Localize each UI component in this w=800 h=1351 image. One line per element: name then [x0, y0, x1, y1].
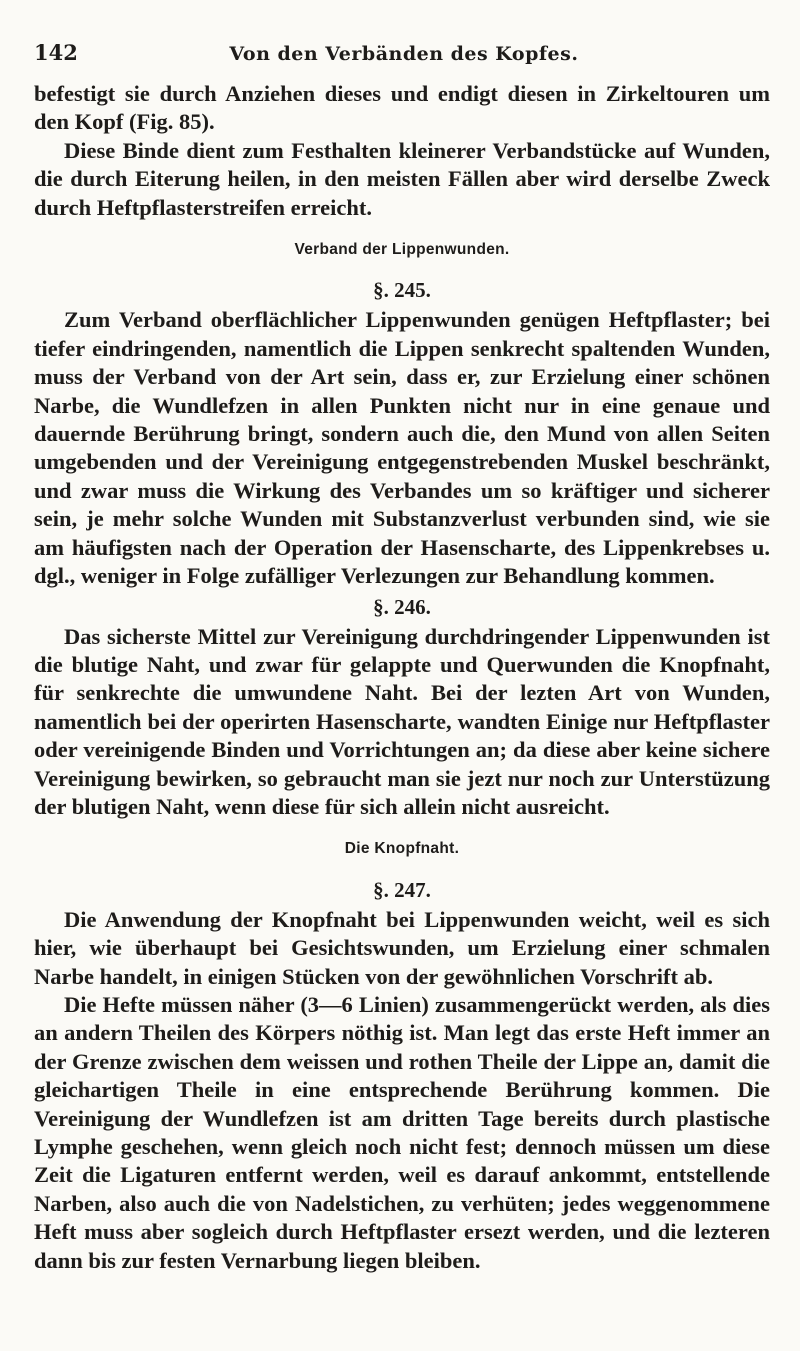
paragraph-number: §. 245. [373, 278, 431, 303]
running-title: Von den Verbänden des Kopfes. [229, 43, 579, 65]
paragraph: Das sicherste Mittel zur Vereinigung durchdringender Lippenwunden ist die blutige Naht, und zwar für gelappte und Querwunden die Knopfnaht, für senkrechte die umwundene Naht. Bei der lezten Art von Wunden, namentlich bei der operirten Hasenscharte, wandten Einige nur Heftpflaster oder vereinigende Binden und Vorrichtungen an; da diese aber keine sichere Vereinigung bewirken, so gebraucht man sie jezt nur noch zur Unterstüzung der blutigen Naht, wenn diese für sich allein nicht ausreicht. [34, 623, 770, 819]
paragraph: Diese Binde dient zum Festhalten kleinerer Verbandstücke auf Wunden, die durch Eiterung heilen, in den meisten Fällen aber wird derselbe Zweck durch Heftpflasterstreifen erreicht. [34, 137, 770, 220]
section-heading: Verband der Lippenwunden. [294, 241, 510, 259]
paragraph-continued: befestigt sie durch Anziehen dieses und endigt diesen in Zirkeltouren um den Kopf (Fig. 85). [34, 81, 770, 135]
page-number: 142 [34, 40, 78, 65]
paragraph: Zum Verband oberflächlicher Lippenwunden genügen Heftpflaster; bei tiefer eindringenden, namentlich die Lippen senkrecht spaltenden Wunden, muss der Verband von der Art sein, dass er, zur Erzielung einer schönen Narbe, die Wundlefzen in allen Punkten nicht nur in eine genaue und dauernde Berührung bringt, sondern auch die, den Mund von allen Seiten umgebenden und der Vereinigung entgegenstrebenden Muskel beschränkt, und zwar muss die Wirkung des Verbandes um so kräftiger und sicherer sein, je mehr solche Wunden mit Substanzverlust verbunden sind, wie sie am häufigsten nach der Operation der Hasenscharte, des Lippenkrebses u. dgl., weniger in Folge zufälliger Verlezungen zur Behandlung kommen. [34, 307, 770, 589]
paragraph-number: §. 247. [373, 877, 431, 902]
section-heading: Die Knopfnaht. [344, 840, 460, 858]
page-body [34, 80, 770, 1275]
paragraph: Die Anwendung der Knopfnaht bei Lippenwunden weicht, weil es sich hier, wie überhaupt bei Gesichtswunden, um Erzielung einer schmalen Narbe handelt, in einigen Stücken von der gewöhnlichen Vorschrift ab. [34, 906, 770, 989]
paragraph-number: §. 246. [373, 594, 431, 619]
running-header [34, 40, 770, 74]
paragraph: Die Hefte müssen näher (3—6 Linien) zusammengerückt werden, als dies an andern Theilen des Körpers nöthig ist. Man legt das erste Heft immer an der Grenze zwischen dem weissen und rothen Theile der Lippe an, damit die gleichartigen Theile in eine entsprechende Berührung kommen. Die Vereinigung der Wundlefzen ist am dritten Tage bereits durch plastische Lymphe geschehen, wenn gleich noch nicht fest; dennoch müssen um diese Zeit die Ligaturen entfernt werden, weil es darauf ankommt, entstellende Narben, also auch die von Nadelstichen, zu verhüten; jedes weggenommene Heft muss aber sogleich durch Heftpflaster ersezt werden, und die lezteren dann bis zur festen Vernarbung liegen bleiben. [34, 991, 770, 1273]
